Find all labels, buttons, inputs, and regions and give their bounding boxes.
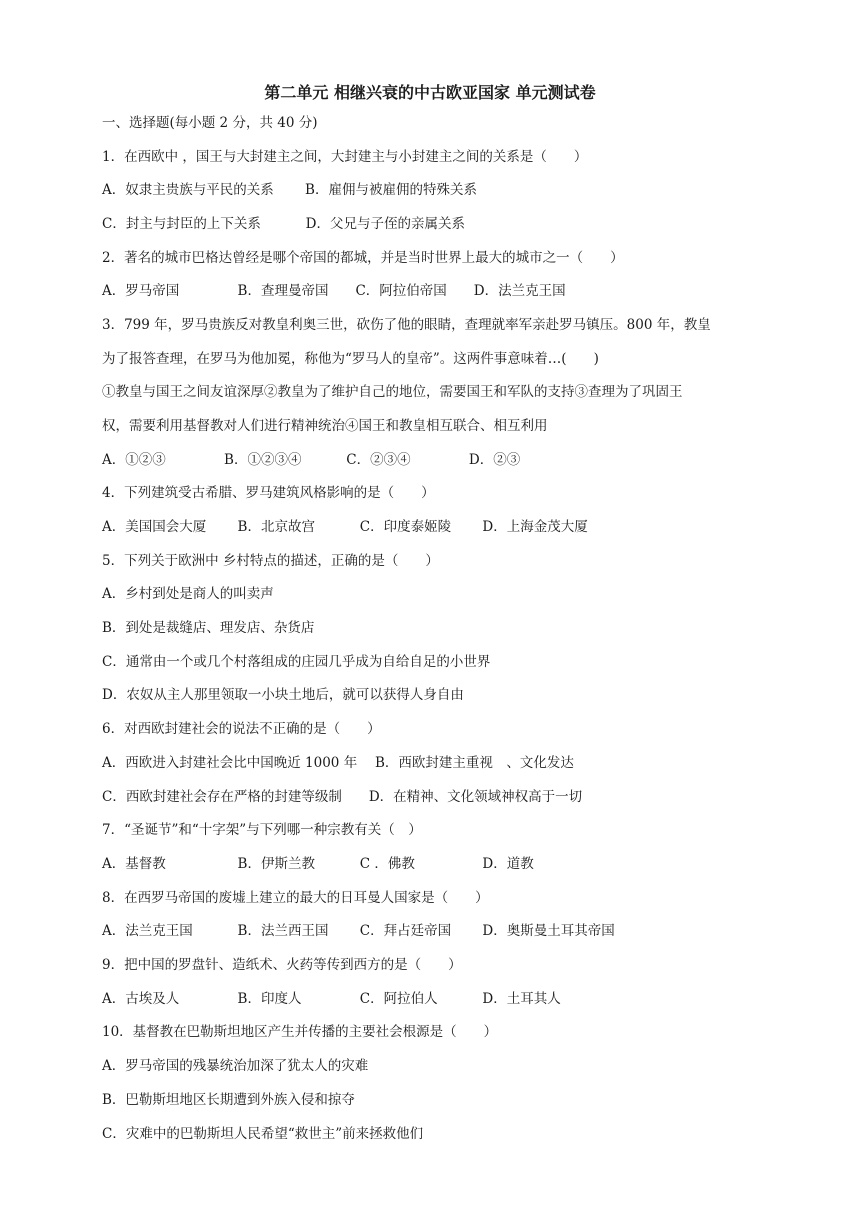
text-line: A．①②③ B．①②③④ C．②③④ D．②③ — [102, 452, 521, 468]
text-line: D．农奴从主人那里领取一小块土地后，就可以获得人身自由 — [102, 687, 464, 703]
text-line: 7．“圣诞节”和“十字架”与下列哪一种宗教有关（ ） — [102, 822, 422, 838]
text-line: 6．对西欧封建社会的说法不正确的是（ ） — [102, 721, 381, 737]
text-line: 8．在西罗马帝国的废墟上建立的最大的日耳曼人国家是（ ） — [102, 890, 489, 906]
text-line: C．灾难中的巴勒斯坦人民希望“救世主”前来拯救他们 — [102, 1126, 424, 1142]
text-line: C．通常由一个或几个村落组成的庄园几乎成为自给自足的小世界 — [102, 654, 491, 670]
text-line: A．西欧进入封建社会比中国晚近 1000 年 B．西欧封建主重视 、文化发达 — [102, 755, 574, 771]
text-line: A．法兰克王国 B．法兰西王国 C．拜占廷帝国 D．奥斯曼土耳其帝国 — [102, 923, 615, 939]
text-line: 5．下列关于欧洲中 乡村特点的描述，正确的是（ ） — [102, 553, 439, 569]
text-line: 10．基督教在巴勒斯坦地区产生并传播的主要社会根源是（ ） — [102, 1024, 498, 1040]
text-line: B．巴勒斯坦地区长期遭到外族入侵和掠夺 — [102, 1092, 355, 1108]
text-line: 2．著名的城市巴格达曾经是哪个帝国的都城，并是当时世界上最大的城市之一（ ） — [102, 250, 624, 266]
text-line: A．基督教 B．伊斯兰教 C ．佛教 D．道教 — [102, 856, 534, 872]
text-line: A．古埃及人 B．印度人 C．阿拉伯人 D．土耳其人 — [102, 991, 561, 1007]
text-line: A．美国国会大厦 B．北京故宫 C．印度泰姬陵 D．上海金茂大厦 — [102, 519, 588, 535]
page-title: 第二单元 相继兴衰的中古欧亚国家 单元测试卷 — [264, 83, 596, 102]
text-line: B．到处是裁缝店、理发店、杂货店 — [102, 620, 315, 636]
text-line: C．封主与封臣的上下关系 D．父兄与子侄的亲属关系 — [102, 216, 465, 232]
text-line: 1．在西欧中 ，国王与大封建主之间，大封建主与小封建主之间的关系是（ ） — [102, 149, 588, 165]
text-line: A．罗马帝国 B．查理曼帝国 C．阿拉伯帝国 D．法兰克王国 — [102, 283, 566, 299]
text-line: C．西欧封建社会存在严格的封建等级制 D．在精神、文化领域神权高于一切 — [102, 789, 583, 805]
text-line: 4．下列建筑受古希腊、罗马建筑风格影响的是（ ） — [102, 485, 435, 501]
text-line: A．奴隶主贵族与平民的关系 B．雇佣与被雇佣的特殊关系 — [102, 182, 477, 198]
text-line: 一、选择题(每小题 2 分，共 40 分) — [102, 115, 318, 131]
text-line: 权，需要利用基督教对人们进行精神统治④国王和教皇相互联合、相互利用 — [102, 418, 548, 434]
text-line: 3．799 年，罗马贵族反对教皇利奥三世，砍伤了他的眼睛，查理就率军亲赴罗马镇压。800 年，教皇 — [102, 317, 711, 333]
text-line: A．乡村到处是商人的叫卖声 — [102, 586, 274, 602]
text-line: ①教皇与国王之间友谊深厚②教皇为了维护自己的地位，需要国王和军队的支持③查理为了巩固王 — [102, 384, 683, 400]
text-line: A．罗马帝国的残暴统治加深了犹太人的灾难 — [102, 1058, 369, 1074]
text-line: 9．把中国的罗盘针、造纸术、火药等传到西方的是（ ） — [102, 957, 462, 973]
text-line: 为了报答查理，在罗马为他加冕，称他为“罗马人的皇帝”。这两件事意味着…( ) — [102, 351, 599, 367]
